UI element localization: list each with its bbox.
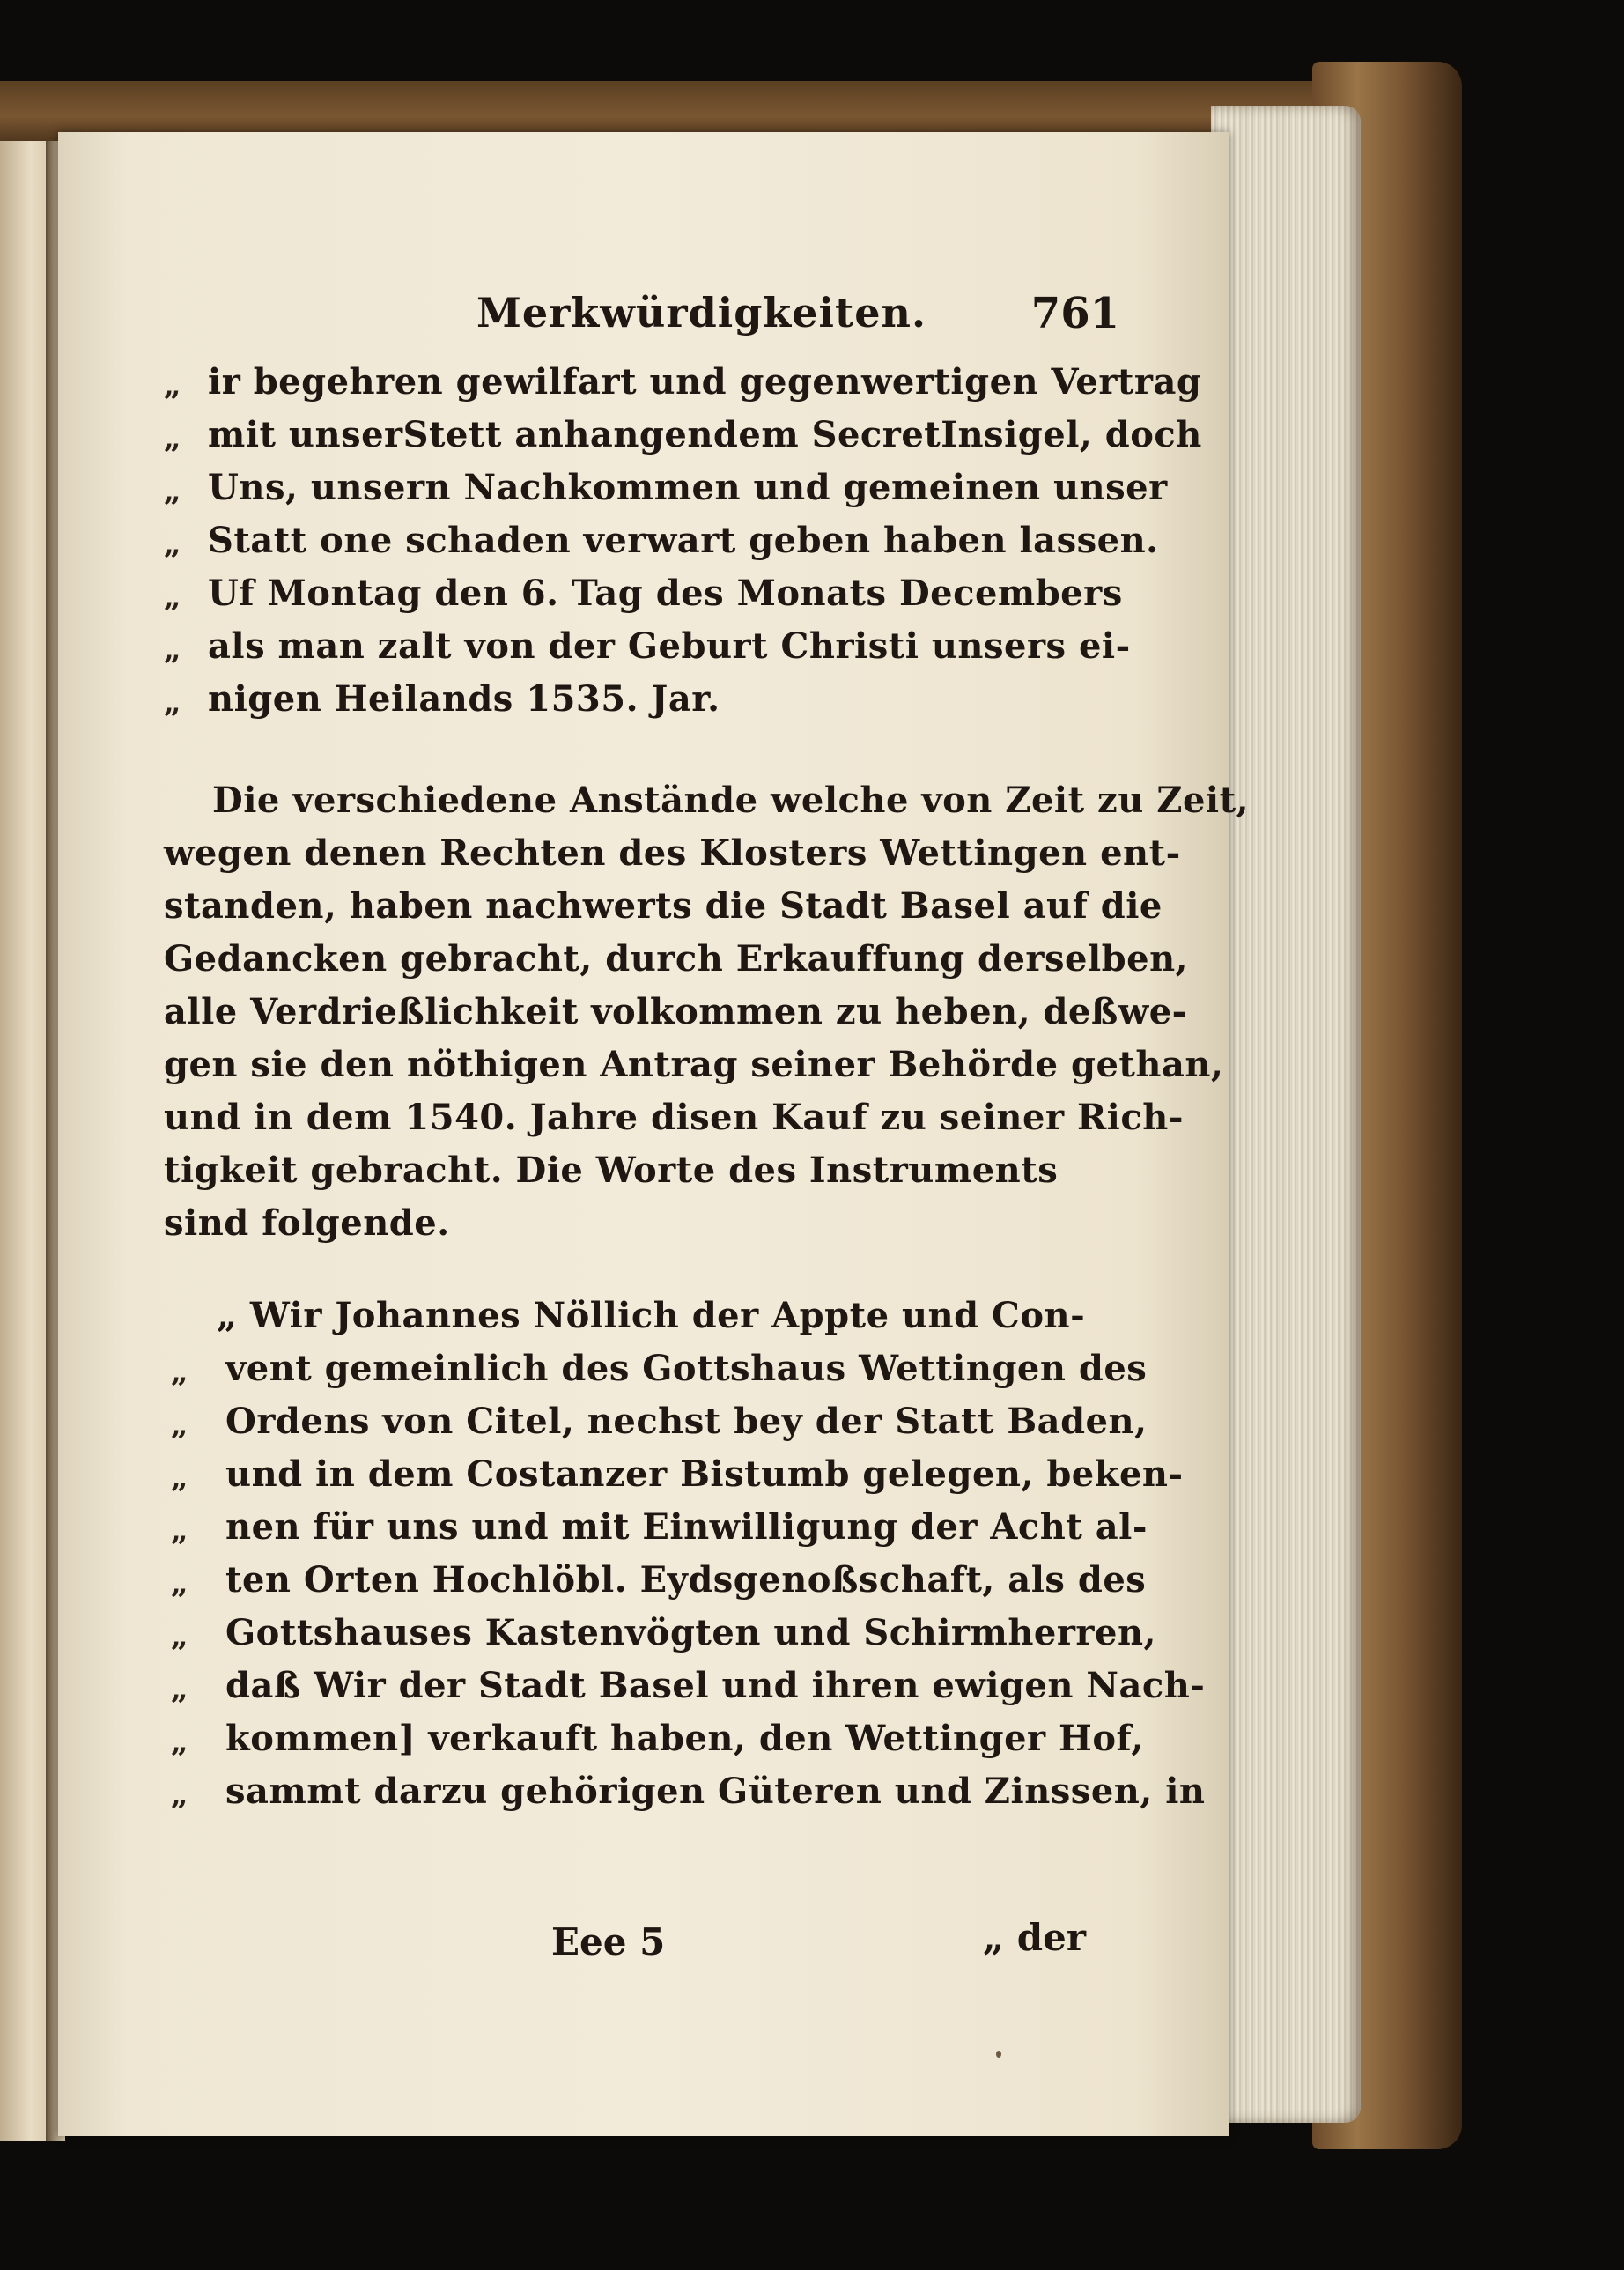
page-content: [58, 132, 1249, 2136]
page-number: 761: [1030, 289, 1119, 338]
text-line: daß Wir der Stadt Basel und ihren ewigen Nach-: [225, 1665, 1206, 1706]
quote-mark: „: [164, 421, 181, 456]
text-line: Uns, unsern Nachkommen und gemeinen unser: [208, 467, 1168, 508]
quote-mark: „: [164, 527, 181, 562]
previous-page-edge: [0, 141, 51, 2141]
quote-mark: „: [164, 474, 181, 509]
text-line: und in dem Costanzer Bistumb gelegen, beken-: [225, 1453, 1184, 1495]
text-line: und in dem 1540. Jahre disen Kauf zu seiner Rich-: [164, 1097, 1184, 1138]
paper-speck: [996, 2051, 1001, 2058]
quote-mark: „: [171, 1566, 188, 1601]
text-line: standen, haben nachwerts die Stadt Basel auf die: [164, 885, 1163, 927]
quote-mark: „: [171, 1460, 188, 1496]
quote-mark: „: [164, 368, 181, 403]
text-line: Gedancken gebracht, durch Erkauffung derselben,: [164, 938, 1189, 980]
text-line: Ordens von Citel, nechst bey der Statt Baden,: [225, 1401, 1148, 1442]
quote-mark: „: [171, 1778, 188, 1813]
text-line: sammt darzu gehörigen Güteren und Zinssen, in: [225, 1771, 1206, 1812]
page-edges: [1211, 106, 1361, 2123]
text-line: kommen] verkauft haben, den Wettinger Hof,: [225, 1718, 1144, 1759]
catchword: „ der: [983, 1916, 1086, 1959]
text-line: Die verschiedene Anstände welche von Zeit zu Zeit,: [212, 780, 1249, 821]
text-line: ten Orten Hochlöbl. Eydsgenoßschaft, als des: [225, 1559, 1147, 1601]
text-line: tigkeit gebracht. Die Worte des Instruments: [164, 1150, 1059, 1191]
text-line: mit unserStett anhangendem SecretInsigel, doch: [208, 414, 1202, 455]
quote-mark: „: [164, 632, 181, 668]
quote-mark: „: [171, 1355, 188, 1390]
quote-mark: „: [171, 1408, 188, 1443]
page-header: [415, 289, 1119, 351]
quote-mark: „: [164, 685, 181, 721]
text-line: alle Verdrießlichkeit volkommen zu heben, deßwe-: [164, 991, 1187, 1032]
text-line: gen sie den nöthigen Antrag seiner Behörde gethan,: [164, 1044, 1224, 1085]
quote-mark: „: [171, 1725, 188, 1760]
quote-mark: „: [171, 1619, 188, 1654]
book-page: [58, 132, 1249, 2136]
text-line: nen für uns und mit Einwilligung der Acht al-: [225, 1506, 1148, 1548]
text-line: Gottshauses Kastenvögten und Schirmherren,: [225, 1612, 1156, 1653]
text-line: ir begehren gewilfart und gegenwertigen Vertrag: [208, 361, 1202, 403]
text-line: als man zalt von der Geburt Christi unsers ei-: [208, 625, 1131, 667]
text-line: wegen denen Rechten des Klosters Wettingen ent-: [164, 832, 1181, 874]
quote-mark: „: [171, 1672, 188, 1707]
running-head: Merkwürdigkeiten.: [476, 289, 926, 336]
text-line: Statt one schaden verwart geben haben lassen.: [208, 520, 1159, 561]
text-line: vent gemeinlich des Gottshaus Wettingen des: [225, 1348, 1148, 1389]
signature-mark: Eee 5: [551, 1920, 666, 1963]
quote-mark: „: [171, 1513, 188, 1549]
text-line: nigen Heilands 1535. Jar.: [208, 678, 720, 720]
text-line: Uf Montag den 6. Tag des Monats Decembers: [208, 573, 1123, 614]
quote-mark: „: [164, 580, 181, 615]
text-line: sind folgende.: [164, 1202, 450, 1244]
text-line: „ Wir Johannes Nöllich der Appte und Con-: [217, 1295, 1086, 1336]
